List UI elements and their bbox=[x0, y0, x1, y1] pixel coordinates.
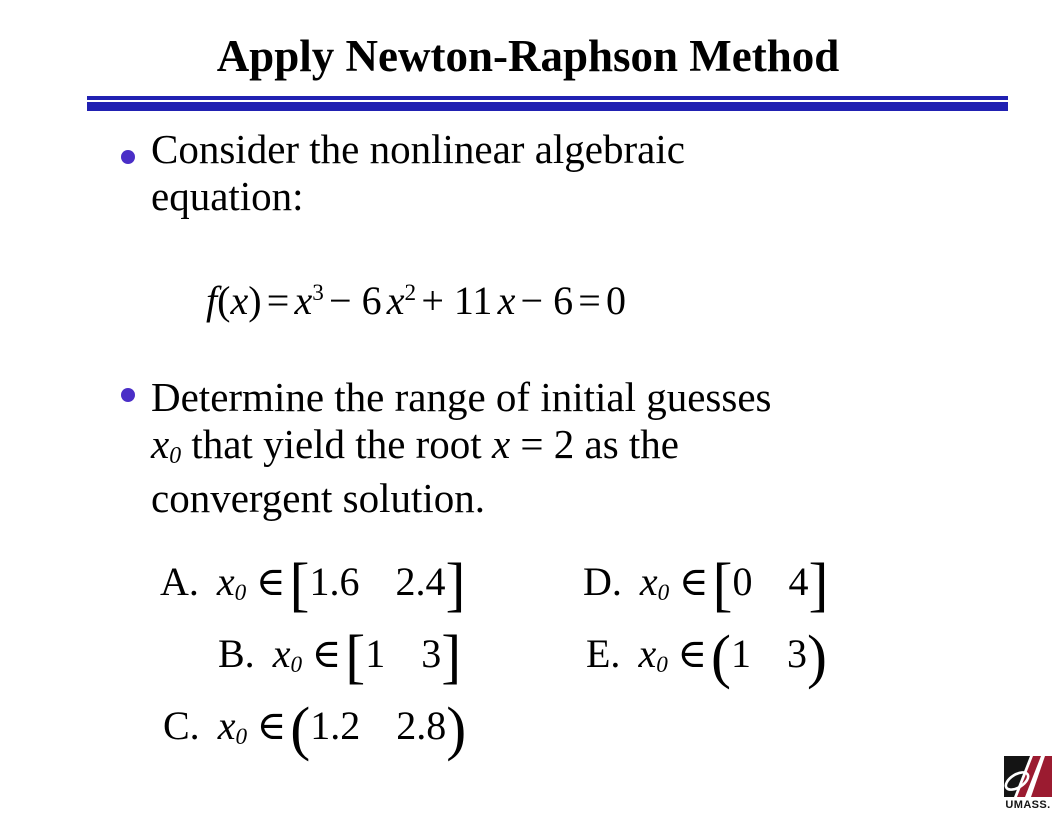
equation-close-paren: ) bbox=[248, 278, 262, 323]
bullet-dot-2 bbox=[121, 388, 135, 402]
option-a-element-of-symbol: ∈ bbox=[255, 559, 286, 605]
option-d-subscript: 0 bbox=[657, 580, 670, 607]
bullet-dot-1 bbox=[121, 150, 135, 164]
bullet-2-line-2-end: = 2 as the bbox=[510, 421, 680, 467]
bullet-2-line-3: convergent solution. bbox=[151, 475, 486, 521]
option-d-close-bracket: ] bbox=[808, 551, 829, 618]
option-a-close-bracket: ] bbox=[445, 551, 466, 618]
option-d-element-of-symbol: ∈ bbox=[678, 559, 709, 605]
option-a-interval-lower: 1.6 bbox=[309, 559, 360, 604]
option-a bbox=[160, 552, 465, 618]
option-e-element-of-symbol: ∈ bbox=[677, 631, 707, 677]
option-b-interval-upper: 3 bbox=[421, 631, 442, 676]
bullet-1-line-1: Consider the nonlinear algebraic bbox=[151, 126, 685, 172]
bullet-1-text bbox=[151, 126, 685, 220]
equation-f: f bbox=[206, 278, 218, 323]
bullet-2-line-1: Determine the range of initial guesses bbox=[151, 374, 772, 420]
bullet-1-line-2: equation: bbox=[151, 173, 304, 219]
equation-equals: = bbox=[266, 278, 290, 323]
equation-minus-6x2: − 6 bbox=[329, 278, 382, 323]
umass-logo bbox=[1000, 756, 1056, 811]
option-b bbox=[218, 624, 461, 690]
equation-arg: x bbox=[230, 278, 249, 323]
option-c-interval-lower: 1.2 bbox=[310, 703, 361, 748]
bullet-2-line-2-mid: that yield the root bbox=[181, 421, 492, 467]
bullet-2-x0-sub: 0 bbox=[169, 443, 182, 470]
option-a-interval-upper: 2.4 bbox=[395, 559, 446, 604]
equation-zero: 0 bbox=[606, 278, 627, 323]
option-c-open-paren: ( bbox=[290, 695, 311, 762]
equation-exp-3: 3 bbox=[312, 279, 324, 306]
option-c-subscript: 0 bbox=[235, 724, 248, 751]
option-e-close-paren: ) bbox=[806, 623, 827, 690]
option-d-open-bracket: [ bbox=[712, 551, 733, 618]
option-e-open-paren: ( bbox=[711, 623, 731, 690]
equation-exp-2: 2 bbox=[404, 279, 417, 306]
bullet-2-x-var: x bbox=[491, 421, 511, 467]
umass-logo-mark-icon bbox=[1003, 756, 1053, 800]
title-divider-thin bbox=[87, 96, 1008, 100]
option-a-open-bracket: [ bbox=[289, 551, 310, 618]
option-b-subscript: 0 bbox=[290, 652, 303, 679]
option-c bbox=[163, 696, 466, 762]
option-b-open-bracket: [ bbox=[345, 623, 366, 690]
option-d-variable: x bbox=[639, 559, 658, 604]
umass-logo-text: UMASS. bbox=[1005, 799, 1051, 811]
option-d-label: D. bbox=[583, 559, 622, 604]
option-c-variable: x bbox=[217, 703, 236, 748]
option-b-variable: x bbox=[272, 631, 291, 676]
option-b-interval-lower: 1 bbox=[365, 631, 386, 676]
equation bbox=[206, 278, 631, 330]
option-e-variable: x bbox=[638, 631, 657, 676]
option-d-interval-upper: 4 bbox=[788, 559, 809, 604]
option-c-label: C. bbox=[163, 703, 200, 748]
title-divider-thick bbox=[87, 102, 1008, 111]
option-e-interval-upper: 3 bbox=[786, 631, 807, 676]
option-a-subscript: 0 bbox=[234, 580, 247, 607]
option-d bbox=[583, 552, 828, 618]
equation-minus-6: − 6 bbox=[520, 278, 574, 323]
bullet-2-x0-var: x bbox=[151, 421, 170, 467]
option-c-element-of-symbol: ∈ bbox=[256, 703, 287, 749]
equation-x1: x bbox=[294, 278, 313, 323]
slide-title: Apply Newton-Raphson Method bbox=[216, 31, 840, 81]
option-e-interval-lower: 1 bbox=[730, 631, 751, 676]
option-e-label: E. bbox=[586, 631, 621, 676]
bullet-2-text bbox=[151, 374, 772, 522]
equation-open-paren: ( bbox=[217, 278, 231, 323]
option-b-close-bracket: ] bbox=[441, 623, 462, 690]
option-c-interval-upper: 2.8 bbox=[396, 703, 447, 748]
option-a-variable: x bbox=[216, 559, 235, 604]
equation-x2: x bbox=[386, 278, 405, 323]
option-d-interval-lower: 0 bbox=[732, 559, 753, 604]
equation-x3: x bbox=[497, 278, 516, 323]
equation-equals-2: = bbox=[578, 278, 601, 323]
option-e-subscript: 0 bbox=[656, 652, 668, 679]
option-b-label: B. bbox=[218, 631, 255, 676]
option-e bbox=[586, 624, 827, 690]
option-c-close-paren: ) bbox=[446, 695, 467, 762]
equation-plus-11: + 11 bbox=[421, 278, 493, 323]
option-b-element-of-symbol: ∈ bbox=[311, 631, 342, 677]
option-a-label: A. bbox=[160, 559, 199, 604]
